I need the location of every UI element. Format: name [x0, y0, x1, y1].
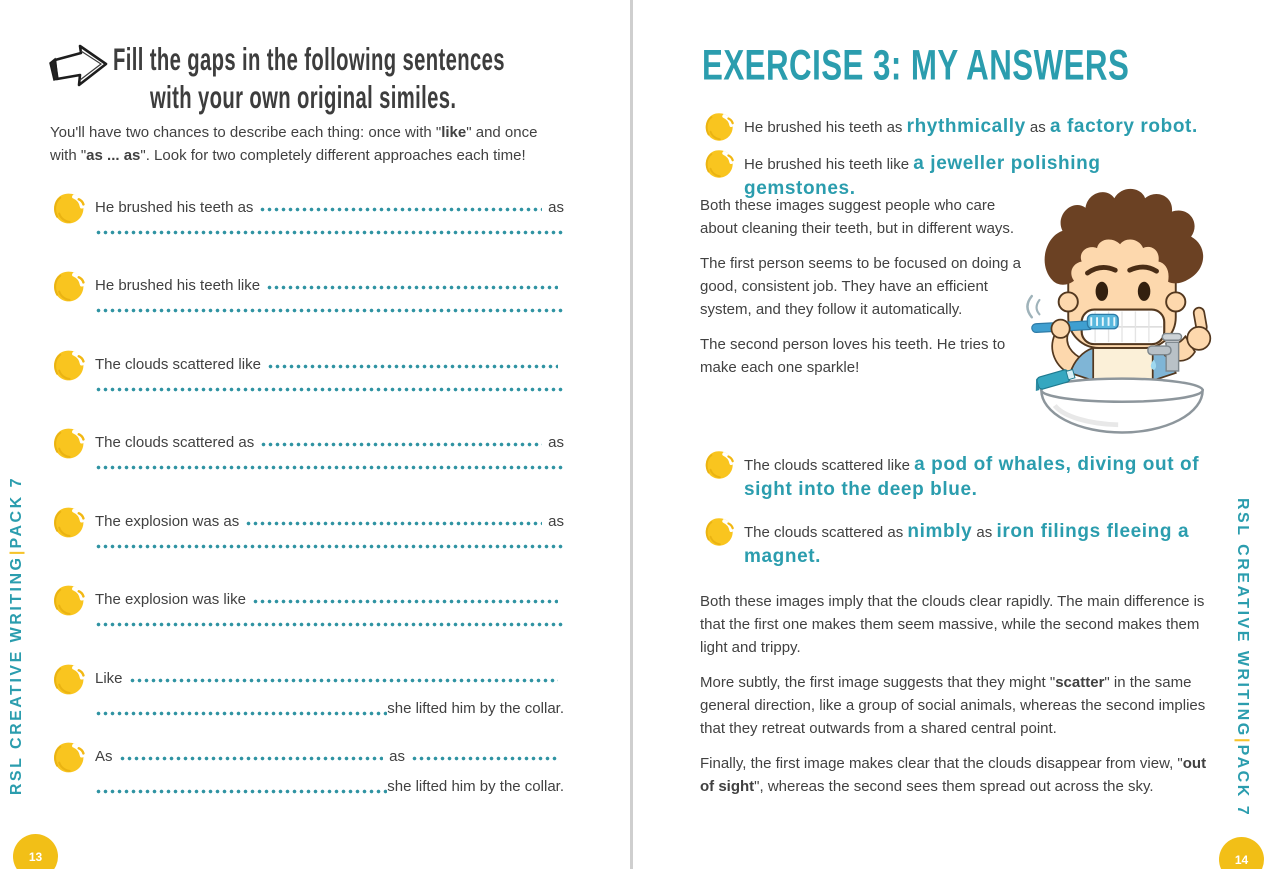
answer-text: He brushed his teeth as rhythmically as a factory robot.: [744, 116, 1198, 137]
fill-gap-item: [50, 425, 564, 471]
prompt-text: The clouds scattered like: [95, 356, 261, 373]
analysis-paragraph: More subtly, the first image suggests that they might "scatter" in the same general direction, like a group of social animals, whereas the second implies that they retreat outwards from a shared central point.: [700, 674, 1206, 737]
crumpled-ball-icon: [50, 347, 87, 384]
answer-blank-line: [95, 621, 564, 628]
page-title: [113, 38, 636, 114]
crumpled-ball-icon: [50, 661, 87, 698]
prompt-text: As: [95, 748, 113, 765]
fill-gap-item: [50, 661, 564, 717]
answer-item: [702, 515, 1210, 570]
answer-blank-line: [95, 386, 564, 393]
page-number-badge: 13: [13, 834, 58, 869]
analysis-paragraph: The second person loves his teeth. He tries to make each one sparkle!: [700, 336, 1006, 376]
answer-item: [702, 110, 1207, 144]
answer-text: The clouds scattered like a pod of whales, diving out of sight into the deep blue.: [744, 454, 1200, 500]
answer-blank-line: [260, 441, 542, 448]
analysis-bottom: [700, 590, 1218, 810]
page-title-line1: Fill the gaps in the following sentences: [113, 42, 505, 78]
answer-blank-line: [245, 520, 542, 527]
crumpled-ball-icon: [50, 739, 87, 776]
intro-text: You'll have two chances to describe each thing: once with "like" and once with "as ... as". Look for two completely different approaches each time!: [50, 124, 538, 164]
series-title: RSL CREATIVE WRITING: [8, 555, 25, 796]
answer-blank-line: [95, 543, 564, 550]
fill-gap-item: [50, 268, 564, 314]
prompt-text: as: [548, 513, 564, 530]
answer-blank-line: [252, 598, 558, 605]
prompt-tail-text: she lifted him by the collar.: [387, 700, 564, 717]
pack-label: PACK 7: [8, 476, 25, 549]
prompt-text: as: [548, 199, 564, 216]
fill-gap-item: [50, 347, 564, 393]
prompt-text: as: [548, 434, 564, 451]
pack-label: PACK 7: [1234, 744, 1251, 818]
prompt-text: The clouds scattered as: [95, 434, 255, 451]
answer-blank-line: [267, 363, 558, 370]
analysis-paragraph: The first person seems to be focused on doing a good, consistent job. They have an efficient system, and they follow it automatically.: [700, 255, 1022, 318]
prompt-tail-text: she lifted him by the collar.: [387, 778, 564, 795]
answer-text: He brushed his teeth like a jeweller polishing gemstones.: [744, 153, 1101, 199]
crumpled-ball-icon: [50, 582, 87, 619]
answer-blank-line: [95, 710, 387, 717]
fill-gap-item: [50, 739, 564, 795]
page-number-badge: 14: [1219, 837, 1264, 869]
answer-blank-line: [95, 788, 387, 795]
prompt-text: The explosion was as: [95, 513, 240, 530]
spine-separator: |: [8, 548, 25, 556]
answer-blank-line: [411, 755, 558, 762]
answer-text: The clouds scattered as nimbly as iron filings fleeing a magnet.: [744, 521, 1190, 567]
spine-text-left: [8, 476, 26, 795]
prompt-text: He brushed his teeth as: [95, 199, 254, 216]
crumpled-ball-icon: [50, 504, 87, 541]
answer-blank-line: [95, 307, 564, 314]
exercise-title: EXERCISE 3: MY ANSWERS: [702, 42, 1130, 90]
answer-item: [702, 448, 1210, 503]
fill-gap-item: [50, 190, 564, 236]
crumpled-ball-icon: [702, 448, 736, 482]
prompt-text: The explosion was like: [95, 591, 246, 608]
page-divider: [630, 0, 633, 869]
boy-brushing-teeth-illustration: [1026, 186, 1218, 436]
spine-text-right: [1233, 498, 1251, 817]
answer-blank-line: [95, 229, 564, 236]
answer-blank-line: [259, 206, 542, 213]
answer-blank-line: [129, 677, 558, 684]
spine-separator: |: [1234, 737, 1251, 745]
fill-gap-item: [50, 504, 564, 550]
page-title-line2: with your own original similes.: [150, 80, 457, 116]
crumpled-ball-icon: [50, 425, 87, 462]
answer-blank-line: [95, 464, 564, 471]
prompt-text: He brushed his teeth like: [95, 277, 261, 294]
analysis-paragraph: Both these images suggest people who care about cleaning their teeth, but in different ways.: [700, 197, 1015, 237]
crumpled-ball-icon: [50, 268, 87, 305]
crumpled-ball-icon: [702, 515, 736, 549]
analysis-top: [700, 194, 1024, 391]
crumpled-ball-icon: [702, 147, 736, 181]
fill-gap-item: [50, 582, 564, 628]
prompt-text: as: [389, 748, 405, 765]
analysis-paragraph: Both these images imply that the clouds clear rapidly. The main difference is that the first one makes them seem massive, while the second makes them light and trippy.: [700, 593, 1205, 656]
prompt-text: Like: [95, 670, 123, 687]
crumpled-ball-icon: [702, 110, 736, 144]
pencil-arrow-icon: [46, 42, 112, 92]
answer-blank-line: [266, 284, 558, 291]
analysis-paragraph: Finally, the first image makes clear that the clouds disappear from view, "out of sight", whereas the second sees them spread out across the sky.: [700, 755, 1207, 795]
answer-blank-line: [119, 755, 384, 762]
crumpled-ball-icon: [50, 190, 87, 227]
series-title: RSL CREATIVE WRITING: [1234, 498, 1251, 738]
